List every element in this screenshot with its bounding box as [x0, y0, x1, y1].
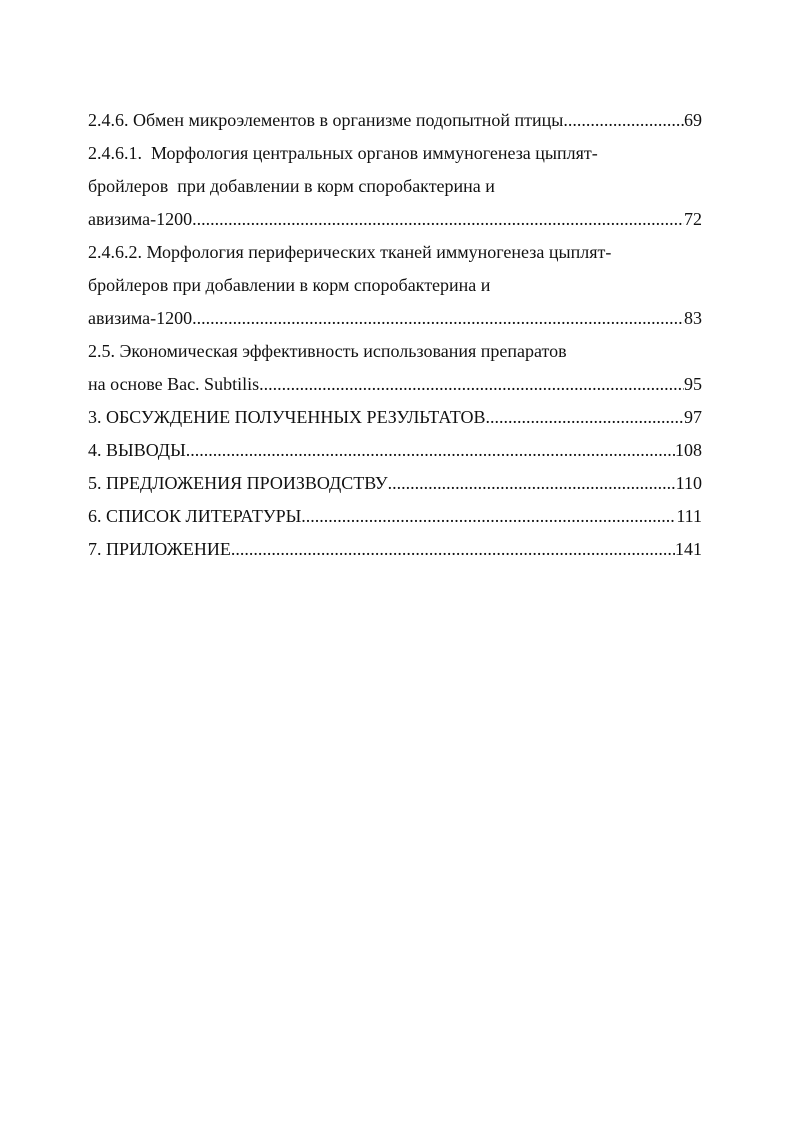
toc-leader-dots — [388, 467, 676, 500]
toc-entry-page: 110 — [675, 473, 702, 493]
toc-entry-page: 83 — [684, 308, 702, 328]
toc-entry-title: на основе Bac. Subtilis — [88, 374, 260, 394]
toc-entry-2-5-line-1 — [88, 335, 702, 368]
toc-entry-page: 108 — [675, 440, 702, 460]
toc-entry-3 — [88, 401, 702, 434]
toc-entry-2-4-6-2-line-2 — [88, 269, 702, 302]
toc-entry-title: 5. ПРЕДЛОЖЕНИЯ ПРОИЗВОДСТВУ — [88, 473, 388, 493]
toc-entry-4 — [88, 434, 702, 467]
toc-leader-dots — [231, 533, 675, 566]
toc-leader-dots — [301, 500, 676, 533]
toc-entry-title: 4. ВЫВОДЫ — [88, 440, 186, 460]
toc-entry-page: 95 — [684, 374, 702, 394]
toc-entry-page: 72 — [684, 209, 702, 229]
toc-entry-6 — [88, 500, 702, 533]
toc-entry-7 — [88, 533, 702, 566]
toc-entry-title: бройлеров при добавлении в корм споробактерина и — [88, 176, 495, 196]
toc-entry-title: 2.4.6.2. Морфология периферических тканей иммуногенеза цыплят- — [88, 242, 612, 262]
toc-leader-dots — [563, 104, 684, 137]
toc-entry-page: 141 — [675, 539, 702, 559]
toc-leader-dots — [486, 401, 684, 434]
table-of-contents — [88, 104, 702, 566]
toc-leader-dots — [259, 368, 684, 401]
toc-entry-2-4-6 — [88, 104, 702, 137]
toc-entry-title: 2.5. Экономическая эффективность использования препаратов — [88, 341, 567, 361]
toc-entry-page: 69 — [684, 110, 702, 130]
toc-entry-5 — [88, 467, 702, 500]
toc-entry-2-4-6-1-line-2 — [88, 170, 702, 203]
toc-entry-title: 3. ОБСУЖДЕНИЕ ПОЛУЧЕННЫХ РЕЗУЛЬТАТОВ — [88, 407, 486, 427]
toc-entry-page: 111 — [676, 506, 702, 526]
toc-entry-title: авизима-1200 — [88, 209, 193, 229]
toc-leader-dots — [186, 434, 675, 467]
toc-entry-title: 2.4.6.1. Морфология центральных органов иммуногенеза цыплят- — [88, 143, 598, 163]
toc-entry-2-4-6-2-line-3 — [88, 302, 702, 335]
toc-entry-title: бройлеров при добавлении в корм споробактерина и — [88, 275, 491, 295]
toc-entry-2-4-6-2-line-1 — [88, 236, 702, 269]
toc-entry-2-4-6-1-line-3 — [88, 203, 702, 236]
toc-entry-title: 7. ПРИЛОЖЕНИЕ — [88, 539, 231, 559]
toc-entry-2-5-line-2 — [88, 368, 702, 401]
toc-leader-dots — [192, 203, 684, 236]
toc-entry-title: авизима-1200 — [88, 308, 193, 328]
toc-leader-dots — [192, 302, 684, 335]
toc-entry-title: 6. СПИСОК ЛИТЕРАТУРЫ — [88, 506, 302, 526]
toc-entry-title: 2.4.6. Обмен микроэлементов в организме подопытной птицы — [88, 110, 564, 130]
toc-entry-2-4-6-1-line-1 — [88, 137, 702, 170]
toc-entry-page: 97 — [684, 407, 702, 427]
